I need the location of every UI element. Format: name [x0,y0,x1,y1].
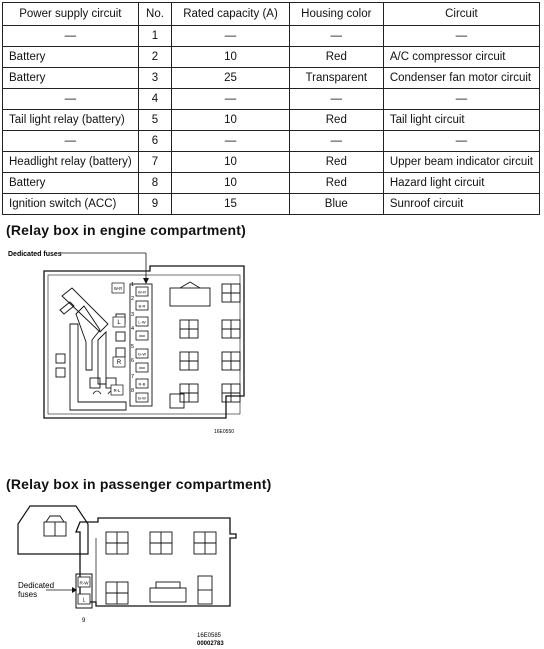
column-header: Power supply circuit [3,3,139,26]
fuse-number-label: 2 [131,296,135,302]
table-cell: Ignition switch (ACC) [3,194,139,215]
column-header: Circuit [383,3,539,26]
table-cell: A/C compressor circuit [383,47,539,68]
table-cell: 6 [138,131,171,152]
engine-box-title: (Relay box in engine compartment) [6,222,246,238]
table-row [3,47,540,68]
table-cell: 15 [172,194,290,215]
table-cell: Battery [3,47,139,68]
table-cell: 10 [172,152,290,173]
table-cell: — [3,89,139,110]
table-cell: 10 [172,47,290,68]
fuse-number-label: 8 [131,388,135,394]
table-row [3,131,540,152]
passenger-box-title: (Relay box in passenger compartment) [6,476,272,492]
fuse-number-label: 9 [82,618,86,624]
table-cell: Red [289,110,383,131]
table-cell: Battery [3,68,139,89]
table-cell: Tail light circuit [383,110,539,131]
fuse-code-label: R-B [138,381,146,387]
column-header: Rated capacity (A) [172,3,290,26]
table-cell: Battery [3,173,139,194]
fuse-code-label: L [82,597,86,604]
table-cell: Tail light relay (battery) [3,110,139,131]
document-code: 00002783 [197,641,224,647]
fuse-slot [136,331,148,340]
table-row [3,89,540,110]
table-row [3,194,540,215]
fuse-number-label: 5 [131,344,135,350]
table-cell: 7 [138,152,171,173]
table-cell: — [383,131,539,152]
table-cell: 3 [138,68,171,89]
engine-relay-box-diagram [0,244,290,440]
table-cell: 9 [138,194,171,215]
column-header: Housing color [289,3,383,26]
passenger-relay-box-diagram [0,498,300,649]
table-cell: 2 [138,47,171,68]
figure-code: 16E0550 [214,429,235,435]
table-row [3,110,540,131]
table-cell: — [383,89,539,110]
table-cell: — [172,131,290,152]
column-header: No. [138,3,171,26]
table-cell: 10 [172,110,290,131]
fuse-code-label: R [116,360,122,366]
table-cell: Condenser fan motor circuit [383,68,539,89]
table-cell: — [289,89,383,110]
table-cell: Blue [289,194,383,215]
fuse-slot [136,363,148,372]
table-cell: — [289,26,383,47]
table-cell: 8 [138,173,171,194]
table-row [3,152,540,173]
dedicated-fuses-label-line1: Dedicated [18,581,55,590]
table-cell: Upper beam indicator circuit [383,152,539,173]
fuse-code-label: W-R [113,286,123,291]
table-cell: 10 [172,173,290,194]
table-cell: 4 [138,89,171,110]
fuse-table [2,2,540,215]
fuse-code-label: W-R [138,289,146,295]
table-cell: Transparent [289,68,383,89]
figure-code: 16E0585 [197,633,222,639]
table-cell: — [3,131,139,152]
table-cell: Headlight relay (battery) [3,152,139,173]
fuse-code-label: B-W [138,395,146,401]
fuse-number-label: 4 [131,326,135,332]
table-cell: Red [289,152,383,173]
fuse-number-label: 6 [131,358,135,364]
fuse-code-label: G-W [137,351,147,357]
table-cell: — [172,26,290,47]
table-row [3,68,540,89]
table-cell: — [383,26,539,47]
table-cell: — [289,131,383,152]
table-cell: 1 [138,26,171,47]
fuse-code-label: L [117,320,121,326]
table-cell: — [172,89,290,110]
table-cell: 5 [138,110,171,131]
fuse-code-label: R-W [79,580,89,586]
table-cell: Red [289,173,383,194]
table-cell: Hazard light circuit [383,173,539,194]
fuse-number-label: 1 [131,282,135,288]
table-header-row [3,3,540,26]
table-cell: Sunroof circuit [383,194,539,215]
fuse-number-label: 3 [131,312,135,318]
dedicated-fuses-callout: Dedicated fuses [8,251,62,258]
fuse-number-label: 7 [131,374,135,380]
table-row [3,26,540,47]
table-cell: 25 [172,68,290,89]
fuse-code-label: B-R [138,303,146,309]
fuse-code-label: R-L [113,388,121,393]
fuse-code-label: L-W [138,319,146,325]
table-row [3,173,540,194]
dedicated-fuses-label-line2: fuses [18,590,38,599]
table-cell: — [3,26,139,47]
table-cell: Red [289,47,383,68]
